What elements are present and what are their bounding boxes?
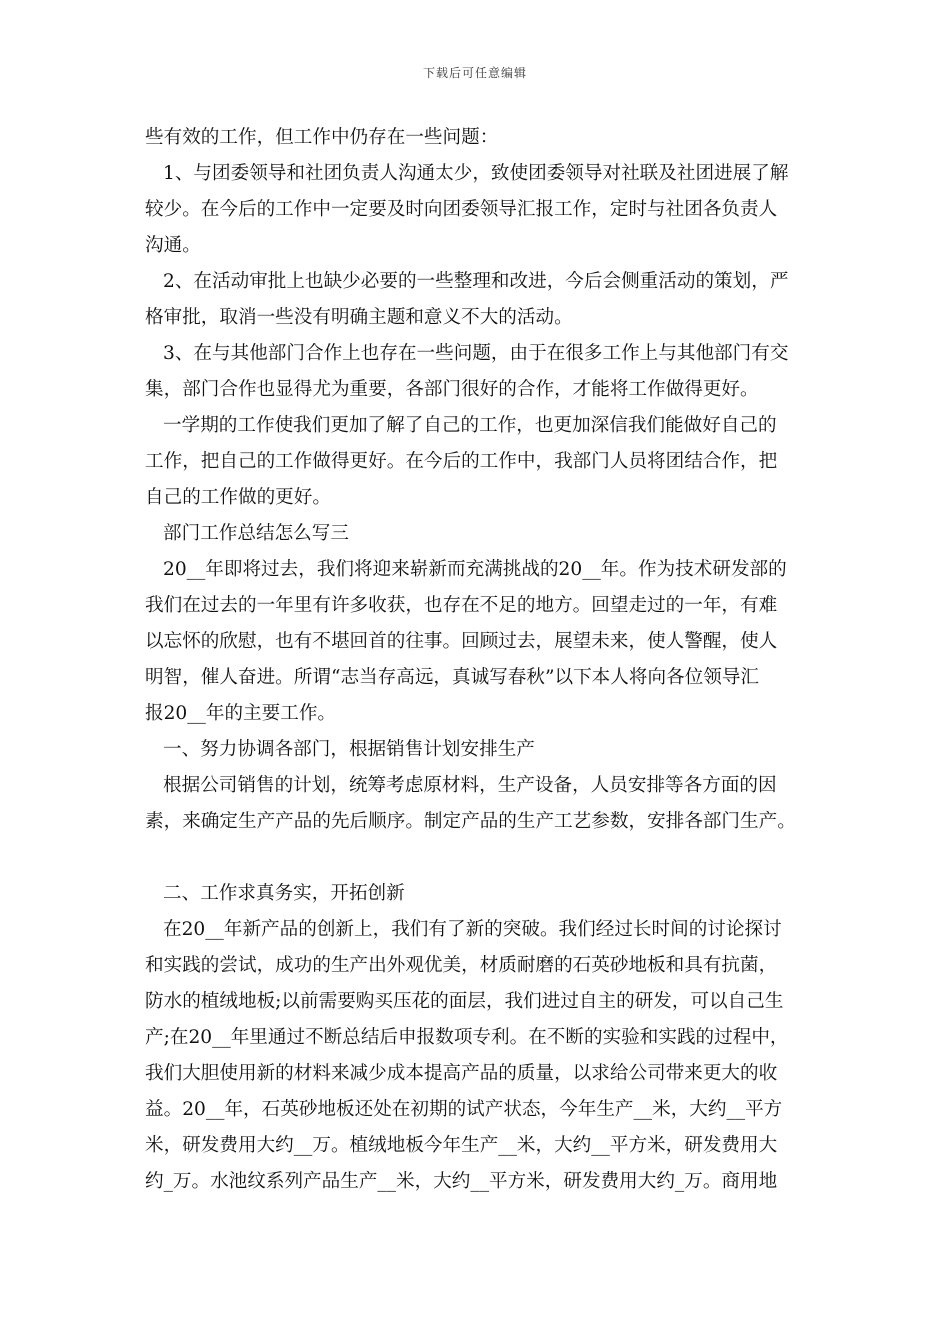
page-header: 下载后可任意编辑 bbox=[422, 66, 527, 80]
text-line: 报20__年的主要工作。 bbox=[145, 703, 337, 724]
text-line: 以忘怀的欣慰，也有不堪回首的往事。回顾过去，展望未来，使人警醒，使人 bbox=[145, 631, 778, 652]
text-line: 素，来确定生产产品的先后顺序。制定产品的生产工艺参数，安排各部门生产。 bbox=[145, 811, 796, 832]
text-line: 米，研发费用大约__万。植绒地板今年生产__米，大约__平方米，研发费用大 bbox=[145, 1135, 778, 1156]
text-line: 益。20__年，石英砂地板还处在初期的试产状态，今年生产__米，大约__平方 bbox=[145, 1099, 783, 1120]
section-title: 部门工作总结怎么写三 bbox=[163, 523, 349, 544]
text-line: 集，部门合作也显得尤为重要，各部门很好的合作，才能将工作做得更好。 bbox=[145, 379, 759, 400]
text-line: 工作，把自己的工作做得更好。在今后的工作中，我部门人员将团结合作，把 bbox=[145, 451, 778, 472]
text-line: 和实践的尝试，成功的生产出外观优美，材质耐磨的石英砂地板和具有抗菌， bbox=[145, 955, 778, 976]
subheading-1: 一、努力协调各部门，根据销售计划安排生产 bbox=[163, 739, 535, 760]
list-item-3: 3、在与其他部门合作上也存在一些问题，由于在很多工作上与其他部门有交 bbox=[163, 343, 789, 364]
paragraph-start: 根据公司销售的计划，统筹考虑原材料，生产设备，人员安排等各方面的因 bbox=[163, 775, 777, 796]
text-line: 自己的工作做的更好。 bbox=[145, 487, 331, 508]
text-line: 些有效的工作，但工作中仍存在一些问题： bbox=[145, 127, 499, 148]
text-line: 明智，催人奋进。所谓“志当存高远，真诚写春秋”以下本人将向各位领导汇 bbox=[145, 667, 760, 688]
text-line: 格审批，取消一些没有明确主题和意义不大的活动。 bbox=[145, 307, 573, 328]
list-item-1: 1、与团委领导和社团负责人沟通太少，致使团委领导对社联及社团进展了解 bbox=[163, 163, 789, 184]
blank-line bbox=[145, 840, 825, 876]
paragraph-start: 在20__年新产品的创新上，我们有了新的突破。我们经过长时间的讨论探讨 bbox=[163, 919, 782, 940]
text-line: 我们大胆使用新的材料来减少成本提高产品的质量，以求给公司带来更大的收 bbox=[145, 1063, 778, 1084]
list-item-2: 2、在活动审批上也缺少必要的一些整理和改进，今后会侧重活动的策划，严 bbox=[163, 271, 789, 292]
text-line: 约_万。水池纹系列产品生产__米，大约__平方米，研发费用大约_万。商用地 bbox=[145, 1171, 778, 1192]
text-line: 防水的植绒地板;以前需要购买压花的面层，我们进过自主的研发，可以自己生 bbox=[145, 991, 784, 1012]
text-line: 较少。在今后的工作中一定要及时向团委领导汇报工作，定时与社团各负责人 bbox=[145, 199, 778, 220]
paragraph-start: 20__年即将过去，我们将迎来崭新而充满挑战的20__年。作为技术研发部的 bbox=[163, 559, 787, 580]
document-body bbox=[145, 120, 825, 1200]
text-line: 产;在20__年里通过不断总结后申报数项专利。在不断的实验和实践的过程中， bbox=[145, 1027, 789, 1048]
text-line: 我们在过去的一年里有许多收获，也存在不足的地方。回望走过的一年，有难 bbox=[145, 595, 778, 616]
paragraph-start: 一学期的工作使我们更加了解了自己的工作，也更加深信我们能做好自己的 bbox=[163, 415, 777, 436]
text-line: 沟通。 bbox=[145, 235, 201, 256]
subheading-2: 二、工作求真务实，开拓创新 bbox=[163, 883, 405, 904]
